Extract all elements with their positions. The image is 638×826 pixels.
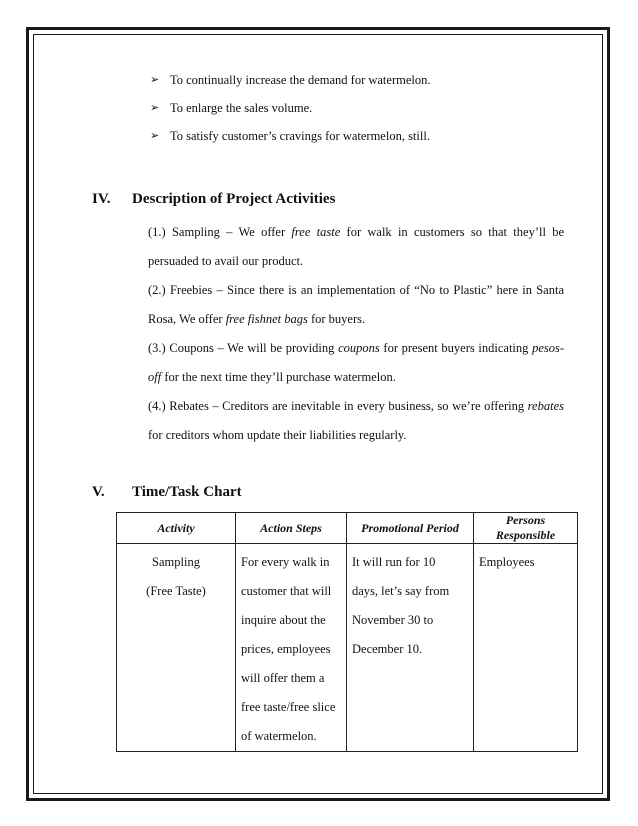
- bullet-text: To enlarge the sales volume.: [170, 101, 313, 115]
- emphasis: free fishnet bags: [225, 312, 308, 326]
- activity-paragraph-sampling: (1.) Sampling – We offer free taste for walk in customers so that they’ll be persuaded to avail our product.: [148, 225, 564, 268]
- column-header-promotional-period: Promotional Period: [347, 513, 474, 544]
- activity-paragraph-rebates: (4.) Rebates – Creditors are inevitable in every business, so we’re offering rebates for creditors whom update their liabilities regularly.: [148, 399, 564, 442]
- emphasis: rebates: [527, 399, 564, 413]
- section-number: IV.: [92, 191, 111, 207]
- time-task-chart-table: [116, 512, 578, 752]
- bullet-item: [150, 100, 590, 128]
- activity-paragraph-freebies: (2.) Freebies – Since there is an implementation of “No to Plastic” here in Santa Rosa, We offer free fishnet bags for buyers.: [148, 283, 564, 326]
- column-header-persons-responsible: Persons Responsible: [474, 513, 578, 544]
- objectives-bullet-list: [150, 72, 590, 156]
- cell-persons-responsible: Employees: [474, 544, 578, 752]
- emphasis: free taste: [291, 225, 341, 239]
- bullet-item: [150, 128, 590, 156]
- bullet-text: To satisfy customer’s cravings for watermelon, still.: [170, 129, 430, 143]
- activity-paragraph-coupons: (3.) Coupons – We will be providing coupons for present buyers indicating pesos-off for the next time they’ll purchase watermelon.: [148, 341, 565, 384]
- arrowhead-bullet-icon: ➢: [150, 101, 160, 114]
- arrowhead-bullet-icon: ➢: [150, 129, 160, 142]
- section-number: V.: [92, 484, 105, 500]
- bullet-text: To continually increase the demand for watermelon.: [170, 73, 431, 87]
- emphasis: coupons: [338, 341, 380, 355]
- bullet-item: [150, 72, 590, 100]
- arrowhead-bullet-icon: ➢: [150, 73, 160, 86]
- cell-promotional-period: It will run for 10 days, let’s say from November 30 to December 10.: [347, 544, 474, 752]
- section-title: Time/Task Chart: [132, 484, 242, 500]
- cell-action-steps: For every walk in customer that will inquire about the prices, employees will offer them a free taste/free slice of watermelon.: [236, 544, 347, 752]
- table-header-row: [117, 513, 578, 544]
- column-header-activity: Activity: [117, 513, 236, 544]
- section-title: Description of Project Activities: [132, 191, 336, 207]
- emphasis: pesos-off: [148, 341, 565, 384]
- cell-activity: Sampling (Free Taste): [117, 544, 236, 752]
- column-header-action-steps: Action Steps: [236, 513, 347, 544]
- table-row: [117, 544, 578, 752]
